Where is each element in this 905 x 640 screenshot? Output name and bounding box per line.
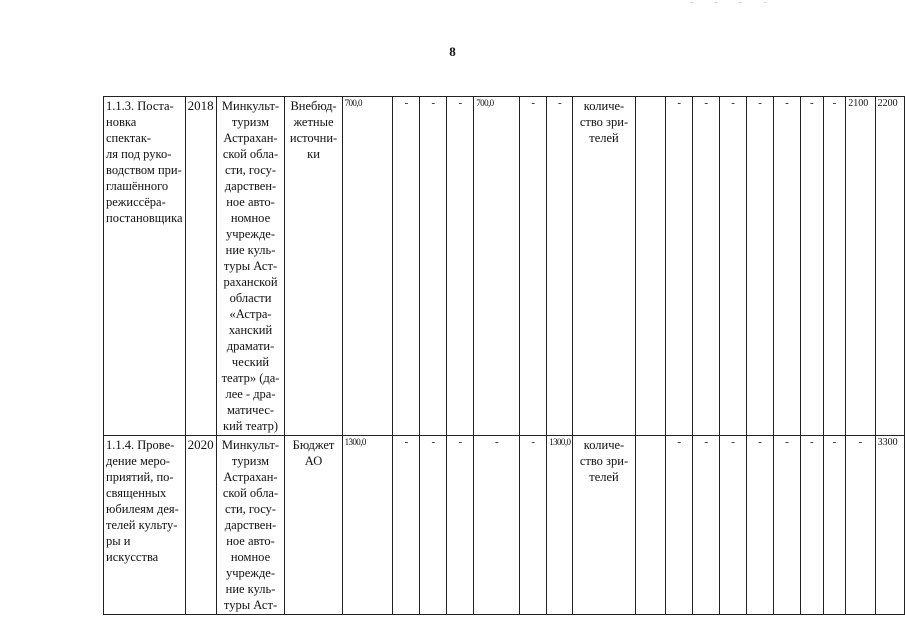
executor-line: ской обла- [222, 486, 279, 500]
executor-line: раханской [223, 275, 278, 289]
funding-source-line: ки [307, 147, 320, 161]
measure-line: дение меро- [106, 454, 171, 468]
measure-line: 1.1.3. Поста- [106, 99, 174, 113]
measure-line: постановщика [106, 211, 183, 225]
value-cell: 2100 [846, 97, 875, 436]
indicator-line: количе- [583, 99, 625, 113]
executor-cell [216, 97, 285, 436]
executor-line: «Астра- [229, 307, 272, 321]
program-table [103, 96, 905, 615]
value-cell: - [747, 97, 774, 436]
measure-cell [104, 97, 186, 436]
executor-line: матичес- [226, 403, 275, 417]
funding-total-cell: 1300,0 [342, 436, 393, 615]
funding-source-line: жетные [293, 115, 334, 129]
value-cell: - [846, 436, 875, 615]
page-number: 8 [449, 44, 456, 59]
executor-line: сти, госу- [224, 163, 277, 177]
funding-source-line: АО [304, 454, 323, 468]
executor-line: туризм [231, 115, 270, 129]
executor-line: Астрахан- [223, 470, 278, 484]
executor-line: ное авто- [226, 534, 275, 548]
funding-cell: - [420, 436, 447, 615]
executor-line: Минкульт- [221, 438, 280, 452]
value-cell: - [747, 436, 774, 615]
measure-line: ля под руко- [106, 147, 172, 161]
funding-total-cell: 700,0 [342, 97, 393, 436]
indicator-line: телей [589, 131, 619, 145]
funding-cell: - [547, 97, 573, 436]
executor-line: Минкульт- [221, 99, 280, 113]
measure-line: юбилеям дея- [106, 502, 179, 516]
executor-line: номное [230, 550, 271, 564]
executor-line: кий театр) [223, 419, 278, 433]
funding-source-line: Бюджет [292, 438, 335, 452]
funding-source-line: Внебюд- [290, 99, 337, 113]
value-cell: - [823, 97, 846, 436]
funding-cell: - [520, 97, 547, 436]
value-cell: 2200 [875, 97, 904, 436]
indicator-line: телей [589, 470, 619, 484]
year-cell: 2018 [185, 97, 216, 436]
funding-cell: 1300,0 [547, 436, 573, 615]
year-cell: 2020 [185, 436, 216, 615]
value-cell: - [666, 436, 693, 615]
executor-line: учрежде- [225, 566, 276, 580]
executor-line: Астрахан- [223, 131, 278, 145]
value-cell [635, 97, 666, 436]
executor-line: дарствен- [224, 179, 277, 193]
executor-line: ние куль- [225, 243, 276, 257]
indicator-line: ство зри- [579, 115, 629, 129]
value-cell: - [800, 97, 823, 436]
table-row [104, 436, 905, 615]
executor-line: ханский [228, 323, 273, 337]
funding-cell: - [420, 97, 447, 436]
funding-cell: - [393, 97, 420, 436]
executor-cell [216, 436, 285, 615]
value-cell: - [693, 436, 720, 615]
executor-line: дарствен- [224, 518, 277, 532]
funding-source-line: источни- [289, 131, 338, 145]
executor-line: учрежде- [225, 227, 276, 241]
measure-line: 1.1.4. Прове- [106, 438, 175, 452]
measure-line: режиссёра- [106, 195, 166, 209]
executor-line: ное авто- [226, 195, 275, 209]
value-cell: - [720, 97, 747, 436]
executor-line: номное [230, 211, 271, 225]
funding-cell: - [474, 436, 520, 615]
value-cell: - [693, 97, 720, 436]
measure-line: приятий, по- [106, 470, 174, 484]
value-cell: - [774, 97, 801, 436]
funding-source-cell [285, 436, 342, 615]
funding-cell: - [447, 97, 474, 436]
value-cell: - [774, 436, 801, 615]
measure-line: новка спектак- [106, 115, 152, 145]
executor-line: лее - дра- [225, 387, 276, 401]
funding-cell: - [393, 436, 420, 615]
executor-line: сти, госу- [224, 502, 277, 516]
indicator-cell [573, 436, 635, 615]
value-cell: - [823, 436, 846, 615]
executor-line: ческий [231, 355, 270, 369]
measure-line: телей культу- [106, 518, 178, 532]
value-cell: - [720, 436, 747, 615]
measure-line: ры и искусства [106, 534, 159, 564]
funding-cell: 700,0 [474, 97, 520, 436]
executor-line: области [229, 291, 272, 305]
funding-cell: - [447, 436, 474, 615]
executor-line: туры Аст- [223, 598, 278, 612]
funding-cell: - [520, 436, 547, 615]
indicator-line: количе- [583, 438, 625, 452]
value-cell: - [666, 97, 693, 436]
indicator-cell [573, 97, 635, 436]
executor-line: ние куль- [225, 582, 276, 596]
measure-cell [104, 436, 186, 615]
value-cell: 3300 [875, 436, 904, 615]
executor-line: ской обла- [222, 147, 279, 161]
executor-line: туризм [231, 454, 270, 468]
executor-line: драмати- [226, 339, 275, 353]
table-row [104, 97, 905, 436]
measure-line: священных [106, 486, 167, 500]
executor-line: театр» (да- [221, 371, 280, 385]
indicator-line: ство зри- [579, 454, 629, 468]
measure-line: водством при- [106, 163, 182, 177]
executor-line: туры Аст- [223, 259, 278, 273]
measure-line: глашённого [106, 179, 169, 193]
scan-artifact-marks: – – – – [690, 0, 777, 6]
value-cell [635, 436, 666, 615]
funding-source-cell [285, 97, 342, 436]
value-cell: - [800, 436, 823, 615]
